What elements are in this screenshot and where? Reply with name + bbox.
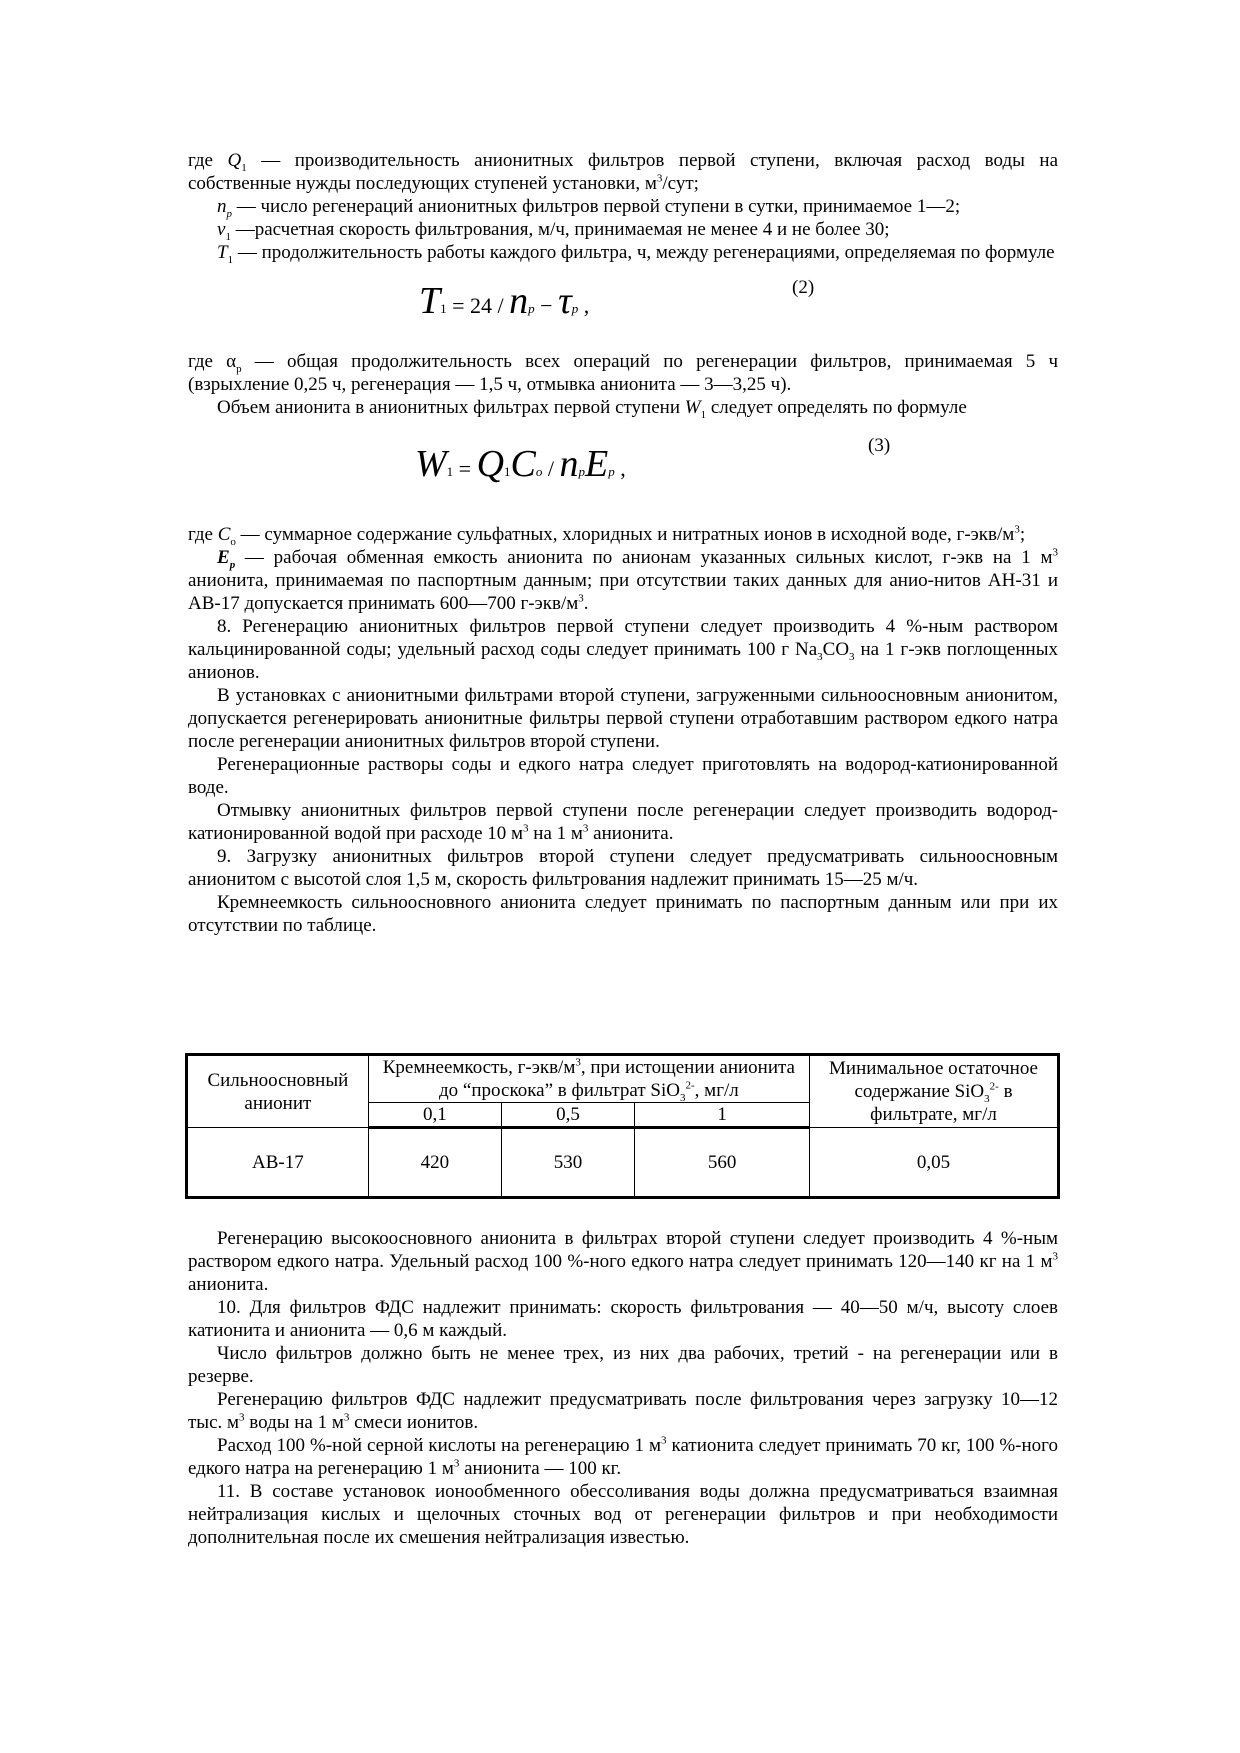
symbol-c: C	[510, 443, 536, 485]
text: смеси ионитов.	[349, 1412, 479, 1433]
superscript: 3	[1014, 523, 1020, 536]
text: , при истощении анионита до “проскока” в фильтрат SiO	[439, 1057, 795, 1101]
formula-text: = 24 /	[446, 293, 510, 318]
subscript: о	[230, 535, 236, 548]
symbol-n: n	[509, 280, 529, 322]
subscript: p	[578, 464, 586, 479]
text: катионита следует принимать 70 кг, 100 %-ного едкого натра на регенерацию 1 м	[188, 1435, 1058, 1479]
text: 8. Регенерацию анионитных фильтров первой ступени следует производить 4 %-ным раствором кальцинированной соды; удельный расход соды следует принимать 100 г Na	[188, 616, 1058, 660]
paragraph-fds-regen	[188, 1388, 1058, 1434]
subscript: 3	[680, 1091, 686, 1104]
cell-value: 420	[368, 1128, 501, 1198]
symbol-w: W	[415, 443, 447, 485]
text: где	[188, 351, 227, 372]
paragraph-9: 9. Загрузку анионитных фильтров второй ступени следует предусматривать сильноосновным анионитом с высотой слоя 1,5 м, скорость фильтрования надлежит принимать 15—25 м/ч.	[188, 846, 1058, 890]
text: Регенерацию высокоосновного анионита в фильтрах второй ступени следует производить 4 %-ным раствором едкого натра. Удельный расход 100 %-ного едкого натра следует принимать 120—140 кг на 1 м	[188, 1228, 1058, 1272]
symbol-w: W	[684, 397, 701, 418]
superscript: 3	[656, 172, 663, 185]
text: Отмывку анионитных фильтров первой ступени после регенерации следует производить водород-катионированной водой при расходе 10 м	[188, 800, 1058, 844]
superscript: 3	[453, 1457, 460, 1470]
text: — число регенераций анионитных фильтров первой ступени в сутки, принимаемое 1—2;	[232, 196, 961, 217]
cell-min-residual: 0,05	[810, 1128, 1059, 1198]
text: — продолжительность работы каждого фильтра, ч, между регенерациями, определяемая по формуле	[233, 242, 1055, 263]
symbol-v: v	[217, 219, 226, 240]
text: анионита, принимаемая по паспортным данным; при отсутствии таких данных для анио-нитов АН-31 и АВ-17 допускается принимать 600—700 г-экв/м	[188, 570, 1058, 614]
text: — общая продолжительность всех операций по регенерации фильтров, принимаемая 5 ч (взрыхление 0,25 ч, регенерация — 1,5 ч, отмывка анионита — 3—3,25 ч).	[188, 351, 1058, 395]
subscript: 1	[225, 230, 231, 243]
symbol-n: n	[559, 443, 579, 485]
text: анионита.	[188, 1274, 269, 1295]
formula-text: ,	[578, 293, 590, 318]
superscript: 3	[1052, 546, 1058, 559]
cell-value: 530	[501, 1128, 634, 1198]
document-continuation	[188, 1227, 1058, 1549]
document-page	[188, 149, 1058, 937]
subscript: 1	[504, 464, 511, 479]
subscript: 1	[700, 408, 707, 421]
silica-capacity-table	[185, 1053, 1060, 1199]
formula-text: −	[534, 293, 559, 318]
formula-number: (2)	[792, 277, 815, 298]
subscript: 3	[984, 1092, 990, 1105]
subscript: 1	[440, 301, 447, 316]
header-sub-1: 0,1	[368, 1103, 501, 1128]
text: Расход 100 %-ной серной кислоты на регенерацию 1 м	[217, 1435, 662, 1456]
symbol-n: n	[217, 196, 227, 217]
header-min-residual	[810, 1055, 1059, 1128]
formula-3-block	[188, 419, 1058, 523]
superscript: 3	[661, 1434, 667, 1447]
superscript: 3	[343, 1411, 350, 1424]
cell-value: 560	[635, 1128, 810, 1198]
symbol-q: Q	[227, 150, 242, 171]
subscript: 3	[817, 650, 823, 663]
symbol-tau: τ	[558, 280, 572, 322]
text: Минимальное остаточное содержание SiO	[829, 1058, 1038, 1102]
subscript: р	[229, 558, 236, 571]
subscript: р	[236, 362, 242, 375]
table-row	[187, 1128, 1059, 1198]
formula-text: ,	[614, 456, 626, 481]
header-anion: Сильноосновный анионит	[187, 1055, 369, 1128]
formula-2	[419, 280, 590, 322]
cell-anion: АВ-17	[187, 1128, 369, 1198]
text: ;	[1019, 524, 1026, 545]
superscript: 2-	[685, 1079, 695, 1092]
subscript: 1	[241, 161, 247, 174]
superscript: 3	[582, 822, 589, 835]
paragraph-rinse	[188, 799, 1058, 845]
subscript: 1	[446, 464, 454, 479]
header-capacity	[368, 1055, 809, 1103]
paragraph-8	[188, 615, 1058, 684]
text: Кремнеемкость, г-экв/м	[382, 1057, 576, 1078]
header-sub-2: 0,5	[501, 1103, 634, 1128]
formula-text: /	[542, 456, 560, 481]
paragraph-11: 11. В составе установок ионообменного обессоливания воды должна предусматриваться взаимная нейтрализация кислых и щелочных сточных вод от регенерации фильтров и при необходимости дополнительная после их смешения нейтрализация известью.	[188, 1481, 1058, 1548]
text: где	[188, 524, 218, 545]
paragraph-np	[188, 195, 1058, 218]
subscript: р	[226, 207, 232, 220]
subscript: o	[535, 464, 543, 479]
text: CO	[822, 639, 850, 660]
superscript: 3	[575, 1056, 581, 1069]
text: в фильтрате, мг/л	[870, 1081, 1013, 1125]
symbol-q: Q	[476, 443, 505, 485]
paragraph-10: 10. Для фильтров ФДС надлежит принимать: скорость фильтрования — 40—50 м/ч, высоту слоев катионита и анионита — 0,6 м каждый.	[188, 1297, 1058, 1341]
paragraph-solutions: Регенерационные растворы соды и едкого натра следует приготовлять на водород-катионированной воде.	[188, 754, 1058, 798]
paragraph-acid-consumption	[188, 1434, 1058, 1480]
paragraph-co	[188, 523, 1058, 546]
superscript: 3	[239, 1411, 245, 1424]
text: Регенерацию фильтров ФДС надлежит предусматривать после фильтрования через загрузку 10—12 тыс. м	[188, 1389, 1058, 1433]
text: Объем анионита в анионитных фильтрах первой ступени	[217, 397, 685, 418]
text: /сут;	[662, 173, 699, 194]
text: —расчетная скорость фильтрования, м/ч, принимаемая не менее 4 и не более 30;	[230, 219, 890, 240]
formula-2-block	[188, 264, 1058, 350]
symbol-c: C	[217, 524, 231, 545]
subscript: p	[608, 464, 615, 479]
symbol-t: T	[419, 280, 441, 322]
text: анионита — 100 кг.	[459, 1458, 622, 1479]
paragraph-t1	[188, 241, 1058, 264]
subscript: 3	[849, 650, 855, 663]
text: — производительность анионитных фильтров первой ступени, включая расход воды на собственные нужды последующих ступеней установки, м	[188, 150, 1058, 194]
text: воды на 1 м	[244, 1412, 344, 1433]
text: , мг/л	[694, 1080, 739, 1101]
paragraph-ep	[188, 546, 1058, 615]
paragraph-w1	[188, 396, 1058, 419]
text: где	[188, 150, 228, 171]
text: на 1 г-экв поглощенных анионов.	[188, 639, 1058, 683]
superscript: 3	[1052, 1250, 1058, 1263]
text: .	[583, 593, 589, 614]
paragraph-second-stage: В установках с анионитными фильтрами второй ступени, загруженными сильноосновным анионитом, допускается регенерировать анионитные фильтры первой ступени отработавшим раствором едкого натра после регенерации анионитных фильтров второй ступени.	[188, 685, 1058, 752]
paragraph-filters-count: Число фильтров должно быть не менее трех, из них два рабочих, третий - на регенерации или в резерве.	[188, 1343, 1058, 1387]
subscript: p	[571, 301, 579, 316]
text: следует определять по формуле	[706, 397, 967, 418]
symbol-t: T	[217, 242, 228, 263]
formula-number: (3)	[868, 435, 891, 456]
text: — рабочая обменная емкость анионита по анионам указанных сильных кислот, г-экв на 1 м	[235, 547, 1053, 568]
symbol-e: E	[585, 443, 609, 485]
subscript: 1	[227, 253, 234, 266]
superscript: 2-	[989, 1080, 999, 1093]
symbol-alpha: α	[226, 351, 237, 372]
header-sub-3: 1	[635, 1103, 810, 1128]
paragraph-silica: Кремнеемкость сильноосновного анионита следует принимать по паспортным данным или при их отсутствии по таблице.	[188, 892, 1058, 936]
subscript: p	[528, 301, 535, 316]
paragraph-q1	[188, 149, 1058, 195]
formula-3	[415, 443, 626, 485]
text: анионита.	[588, 823, 674, 844]
text: — суммарное содержание сульфатных, хлоридных и нитратных ионов в исходной воде, г-экв/м	[235, 524, 1015, 545]
symbol-e: E	[217, 547, 230, 568]
superscript: 3	[578, 592, 584, 605]
formula-text: =	[453, 456, 477, 481]
paragraph-alpha	[188, 350, 1058, 396]
paragraph-v1	[188, 218, 1058, 241]
paragraph-high-base	[188, 1227, 1058, 1296]
superscript: 3	[523, 822, 529, 835]
text: на 1 м	[528, 823, 583, 844]
